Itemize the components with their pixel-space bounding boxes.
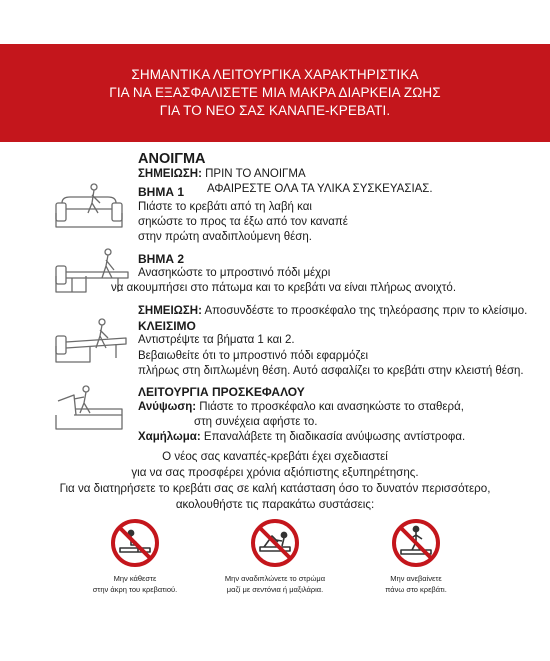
warning-2-line-1: Μην αναδιπλώνετε το στρώμα [224, 574, 326, 583]
step2-title: ΒΗΜΑ 2 [138, 252, 185, 266]
headrest-title: ΛΕΙΤΟΥΡΓΙΑ ΠΡΟΣΚΕΦΑΛΟΥ [138, 385, 305, 399]
warning-1-line-2: στην άκρη του κρεβατιού. [92, 585, 178, 594]
tv-headrest-note [138, 304, 527, 319]
note-text: ΠΡΙΝ ΤΟ ΑΝΟΙΓΜΑ [205, 168, 306, 180]
closing-line-3: πλήρως στη διπλωμένη θέση. Αυτό ασφαλίζει το κρεβάτι στην κλειστή θέση. [138, 365, 524, 377]
opening-note [138, 167, 306, 182]
outro-line-1: Ο νέος σας καναπές-κρεβάτι έχει σχεδιαστεί [162, 450, 388, 463]
warning-caption-2 [210, 573, 340, 595]
headrest-illustration [52, 385, 132, 433]
down-text: Επαναλάβετε τη διαδικασία ανύψωσης αντίστροφα. [203, 431, 466, 443]
note2-label: ΣΗΜΕΙΩΣΗ: [138, 305, 202, 317]
headrest-up-line2: στη συνέχεια αφήστε το. [194, 416, 318, 428]
warning-1-line-1: Μην κάθεστε [113, 574, 157, 583]
header-banner [0, 44, 550, 142]
banner-line-2: ΓΙΑ ΝΑ ΕΞΑΣΦΑΛΙΣΕΤΕ ΜΙΑ ΜΑΚΡΑ ΔΙΑΡΚΕΙΑ ΖΩΗΣ [109, 85, 441, 100]
opening-note-line2: ΑΦΑΙΡΕΣΤΕ ΟΛΑ ΤΑ ΥΛΙΚΑ ΣΥΣΚΕΥΑΣΙΑΣ. [207, 183, 433, 195]
up-label: Ανύψωση: [138, 401, 197, 413]
closing-line-1: Αντιστρέψτε τα βήματα 1 και 2. [138, 334, 295, 346]
banner-line-3: ΓΙΑ ΤΟ ΝΕΟ ΣΑΣ ΚΑΝΑΠΕ-ΚΡΕΒΑΤΙ. [159, 103, 391, 118]
down-label: Χαμήλωμα: [138, 431, 201, 443]
closing-line-2: Βεβαιωθείτε ότι το μπροστινό πόδι εφαρμόζει [138, 350, 369, 362]
headrest-up [138, 400, 464, 415]
banner-line-1: ΣΗΜΑΝΤΙΚΑ ΛΕΙΤΟΥΡΓΙΚΑ ΧΑΡΑΚΤΗΡΙΣΤΙΚΑ [131, 67, 419, 82]
outro-line-4: ακολουθήστε τις παρακάτω συστάσεις: [175, 498, 375, 511]
step1-line-3: στην πρώτη αναδιπλούμενη θέση. [138, 231, 312, 243]
care-recommendations [0, 449, 550, 513]
step1-line-2: σηκώστε το προς τα έξω από τον καναπέ [138, 216, 348, 228]
warning-2-line-2: μαζί με σεντόνια ή μαξιλάρια. [226, 585, 324, 594]
no-standing-icon [391, 518, 441, 568]
outro-line-2: για να σας προσφέρει χρόνια αξιόπιστης εξυπηρέτησης. [131, 466, 419, 479]
step1-line-1: Πιάστε το κρεβάτι από τη λαβή και [138, 201, 312, 213]
step2-line-2: να ακουμπήσει στο πάτωμα και το κρεβάτι να είναι πλήρως ανοιχτό. [111, 282, 457, 294]
warning-3-line-2: πάνω στο κρεβάτι. [385, 585, 447, 594]
step2-line-1: Ανασηκώστε το μπροστινό πόδι μέχρι [138, 267, 331, 279]
note2-text: Αποσυνδέστε το προσκέφαλο της τηλεόρασης πριν το κλείσιμο. [204, 305, 528, 317]
outro-line-3: Για να διατηρήσετε το κρεβάτι σας σε καλή κατάσταση όσο το δυνατόν περισσότερο, [59, 482, 491, 495]
warning-caption-3 [366, 573, 466, 595]
note-label: ΣΗΜΕΙΩΣΗ: [138, 168, 202, 180]
closing-illustration [52, 318, 132, 366]
no-sitting-edge-icon [110, 518, 160, 568]
closing-title: ΚΛΕΙΣΙΜΟ [138, 319, 196, 333]
step1-title: ΒΗΜΑ 1 [138, 185, 185, 199]
warning-caption-1 [85, 573, 185, 595]
no-folding-bedding-icon [250, 518, 300, 568]
up-text: Πιάστε το προσκέφαλο και ανασηκώστε το σταθερά, [199, 401, 464, 413]
warning-3-line-1: Μην ανεβαίνετε [390, 574, 442, 583]
opening-title: ΑΝΟΙΓΜΑ [138, 151, 206, 167]
step1-illustration [52, 183, 132, 231]
headrest-down [138, 430, 465, 445]
